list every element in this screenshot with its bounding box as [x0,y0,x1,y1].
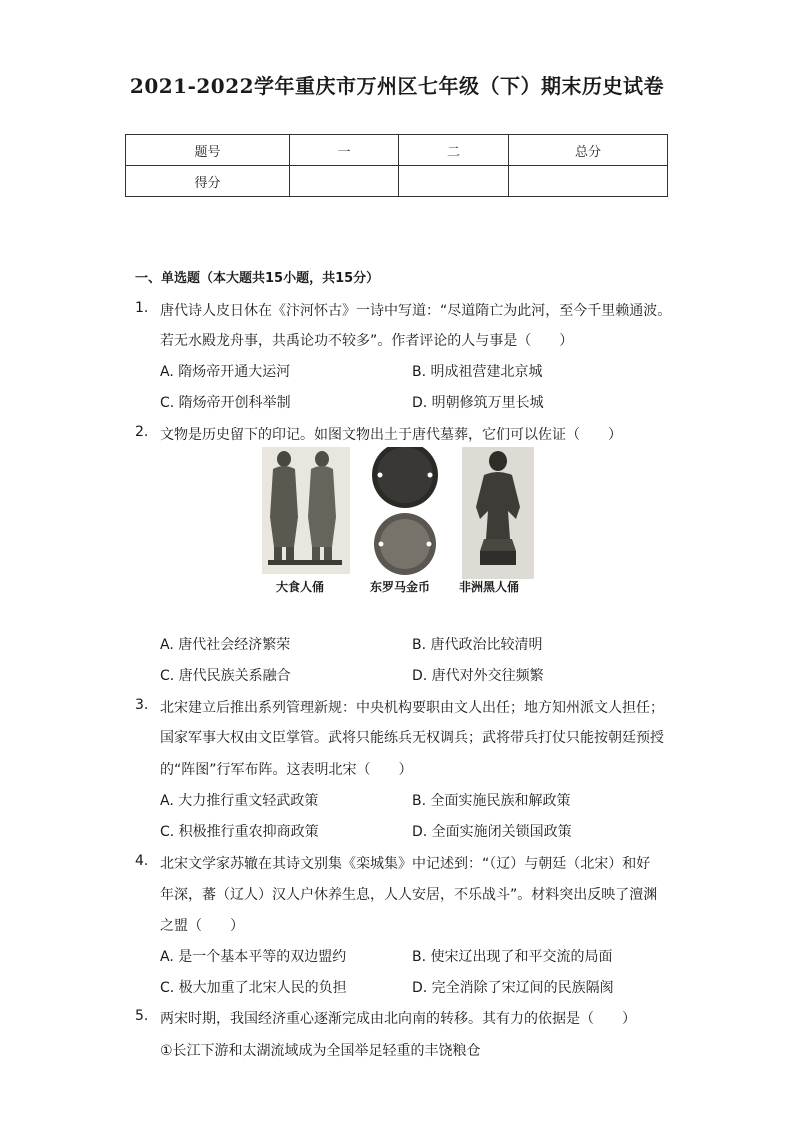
caption-figurine: 非洲黑人俑 [459,580,520,594]
option-b: B. 明成祖营建北京城 [412,364,543,380]
option-c: C. 唐代民族关系融合 [160,668,291,684]
caption-gold-coin: 东罗马金币 [370,580,431,594]
option-d: D. 全面实施闭关锁国政策 [412,824,572,840]
option-c: C. 积极推行重农抑商政策 [160,824,319,840]
table-row [126,135,668,166]
question-number: 5. [135,1008,149,1024]
question-number: 1. [135,300,149,316]
section-title: 一、单选题（本大题共15小题，共15分） [135,271,380,286]
score-cell [290,166,399,197]
option-d: D. 完全消除了宋辽间的民族隔阂 [412,980,614,996]
question-text: ①长江下游和太湖流域成为全国举足轻重的丰饶粮仓 [160,1043,481,1059]
option-b: B. 使宋辽出现了和平交流的局面 [412,949,613,965]
score-cell [399,166,509,197]
figurine-image [462,447,534,579]
option-b: B. 唐代政治比较清明 [412,637,543,653]
caption-figurine-pair: 大食人俑 [276,580,325,594]
table-row [126,166,668,197]
question-text: 之盟（ ） [160,918,244,934]
page-title: 2021-2022学年重庆市万州区七年级（下）期末历史试卷 [129,74,665,98]
option-a: A. 是一个基本平等的双边盟约 [160,949,347,965]
header-cell: 题号 [126,135,290,166]
score-cell [509,166,668,197]
option-a: A. 唐代社会经济繁荣 [160,637,291,653]
question-text: 北宋建立后推出系列管理新规：中央机构要职由文人出任；地方知州派文人担任； [160,700,664,716]
question-text: 唐代诗人皮日休在《汴河怀古》一诗中写道：“尽道隋亡为此河，至今千里赖通波。 [160,303,672,319]
option-c: C. 极大加重了北宋人民的负担 [160,980,347,996]
question-text: 北宋文学家苏辙在其诗文别集《栾城集》中记述到：“（辽）与朝廷（北宋）和好 [160,856,651,872]
question-text: 国家军事大权由文臣掌管。武将只能练兵无权调兵；武将带兵打仗只能按朝廷预授 [160,730,664,746]
question-text: 文物是历史留下的印记。如图文物出土于唐代墓葬，它们可以佐证（ ） [160,427,622,443]
header-cell: 一 [290,135,399,166]
question-number: 3. [135,697,149,713]
option-a: A. 大力推行重文轻武政策 [160,793,319,809]
header-cell: 二 [399,135,509,166]
row-label-cell: 得分 [126,166,290,197]
header-cell: 总分 [509,135,668,166]
score-table [125,134,668,197]
question-text: 若无水殿龙舟事，共禹论功不较多”。作者评论的人与事是（ ） [160,333,574,349]
option-d: D. 唐代对外交往频繁 [412,668,544,684]
question-text: 两宋时期，我国经济重心逐渐完成由北向南的转移。其有力的依据是（ ） [160,1011,636,1027]
figurine-pair-image [262,447,350,574]
gold-coin-image [372,447,438,575]
option-b: B. 全面实施民族和解政策 [412,793,571,809]
question-number: 2. [135,424,149,440]
option-c: C. 隋炀帝开创科举制 [160,395,291,411]
question-text: 的“阵图”行军布阵。这表明北宋（ ） [160,762,413,778]
option-d: D. 明朝修筑万里长城 [412,395,544,411]
question-text: 年深，蕃（辽人）汉人户休养生息，人人安居，不乐战斗”。材料突出反映了澶渊 [160,887,658,903]
question-number: 4. [135,853,149,869]
artifact-figure [262,447,537,597]
option-a: A. 隋炀帝开通大运河 [160,364,291,380]
